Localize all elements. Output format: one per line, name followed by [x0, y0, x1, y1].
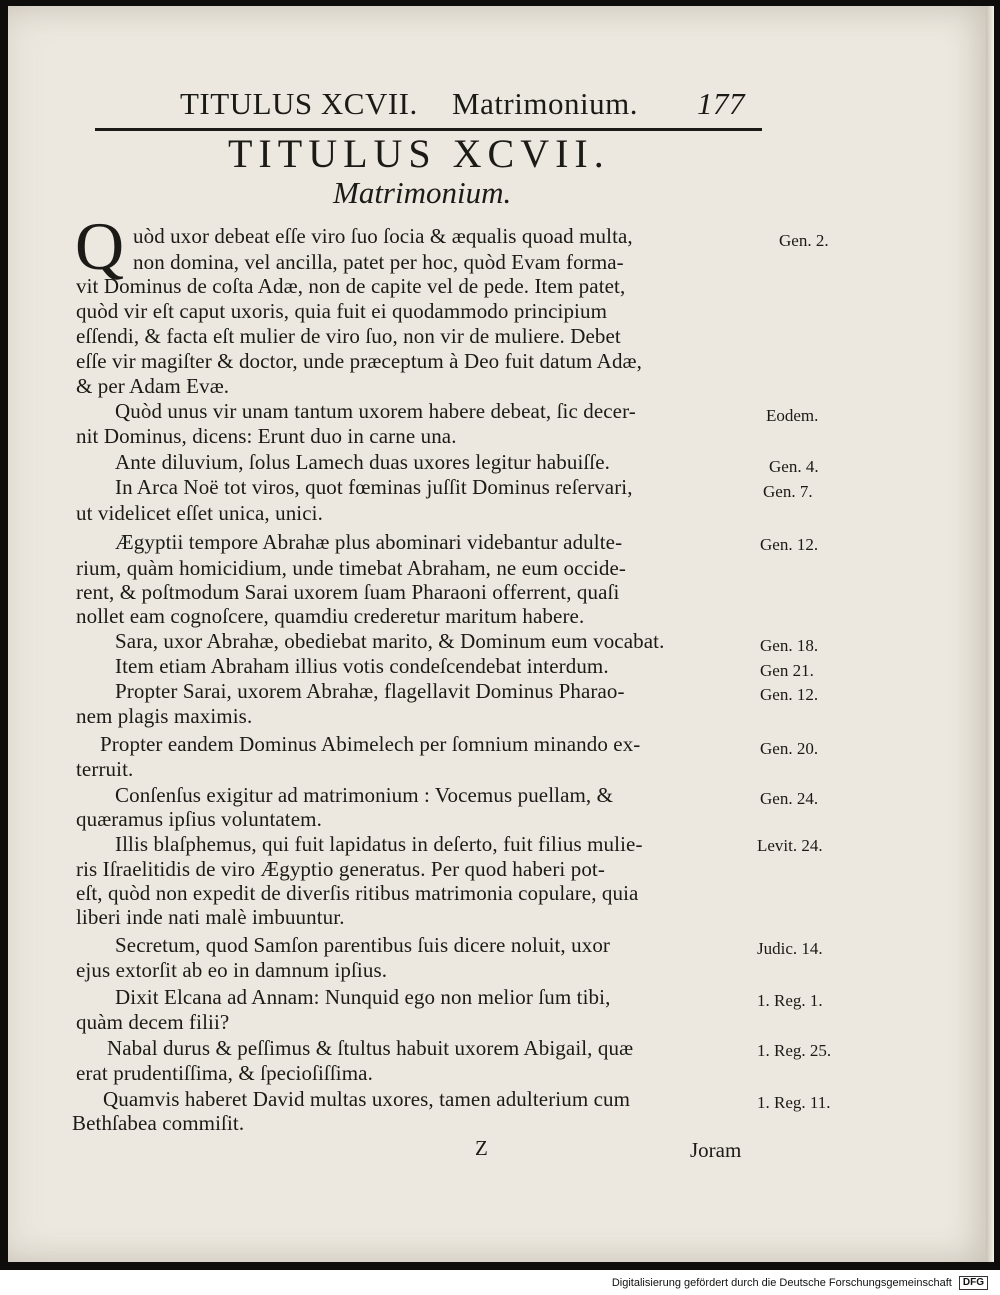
text-line: Nabal durus & peſſimus & ſtultus habuit uxorem Abigail, quæ — [107, 1036, 634, 1060]
margin-ref: Levit. 24. — [757, 836, 823, 855]
text-line: uòd uxor debeat eſſe viro ſuo ſocia & æqualis quoad multa, — [133, 224, 633, 248]
text-line: Quòd unus vir unam tantum uxorem habere debeat, ſic decer- — [115, 399, 636, 423]
text-line: Ante diluvium, ſolus Lamech duas uxores legitur habuiſſe. — [115, 450, 611, 474]
text-line: eſt, quòd non expedit de diverſis ritibus matrimonia copulare, quia — [76, 881, 639, 905]
text-line: non domina, vel ancilla, patet per hoc, quòd Evam forma- — [133, 250, 624, 274]
text-line: Illis blaſphemus, qui fuit lapidatus in deſerto, fuit filius mulie- — [115, 832, 643, 856]
text-line: eſſendi, & facta eſt mulier de viro ſuo, non vir de muliere. Debet — [76, 324, 621, 348]
text-line: Sara, uxor Abrahæ, obediebat marito, & Dominum eum vocabat. — [115, 629, 665, 653]
text-line: nit Dominus, dicens: Erunt duo in carne una. — [76, 424, 457, 448]
text-line: terruit. — [76, 757, 134, 781]
credit-text: Digitalisierung gefördert durch die Deutsche Forschungsgemeinschaft — [611, 1276, 952, 1289]
drop-cap: Q — [75, 208, 125, 284]
signature-mark: Z — [475, 1136, 488, 1160]
text-line: rent, & poſtmodum Sarai uxorem ſuam Pharaoni offerrent, quaſi — [76, 580, 620, 604]
text-line: quàm decem filii? — [76, 1010, 230, 1034]
margin-ref: Gen. 7. — [763, 482, 813, 501]
text-line: In Arca Noë tot viros, quot fœminas juſſit Dominus reſervari, — [115, 475, 633, 499]
text-line: ejus extorſit ab eo in damnum ipſius. — [76, 958, 388, 982]
digitization-credit — [612, 1276, 988, 1290]
margin-ref: Eodem. — [766, 406, 819, 425]
margin-ref: Gen. 12. — [760, 685, 819, 704]
margin-ref: 1. Reg. 1. — [757, 991, 823, 1010]
margin-ref: 1. Reg. 11. — [757, 1093, 831, 1112]
margin-ref: 1. Reg. 25. — [757, 1041, 832, 1060]
margin-ref: Gen. 2. — [779, 231, 829, 250]
text-line: Secretum, quod Samſon parentibus ſuis dicere noluit, uxor — [115, 933, 611, 957]
running-head-title: TITULUS XCVII. — [180, 86, 418, 121]
text-line: Conſenſus exigitur ad matrimonium : Vocemus puellam, & — [115, 783, 614, 807]
margin-ref: Gen 21. — [760, 661, 814, 680]
text-line: erat prudentiſſima, & ſpecioſiſſima. — [76, 1061, 373, 1085]
text-line: Dixit Elcana ad Annam: Nunquid ego non melior ſum tibi, — [115, 985, 611, 1009]
text-line: nem plagis maximis. — [76, 704, 253, 728]
margin-ref: Gen. 12. — [760, 535, 819, 554]
margin-ref: Gen. 18. — [760, 636, 819, 655]
text-line: quòd vir eſt caput uxoris, quia fuit ei quodammodo principium — [76, 299, 608, 323]
text-line: vit Dominus de coſta Adæ, non de capite vel de pede. Item patet, — [76, 274, 626, 298]
page-number: 177 — [697, 86, 745, 121]
catchword: Joram — [690, 1138, 742, 1162]
text-line: Bethſabea commiſit. — [72, 1111, 245, 1135]
text-line: Propter eandem Dominus Abimelech per ſomnium minando ex- — [100, 732, 641, 756]
chapter-subtitle: Matrimonium. — [333, 175, 512, 210]
text-line: Item etiam Abraham illius votis condeſcendebat interdum. — [115, 654, 609, 678]
dfg-logo: DFG — [959, 1276, 988, 1290]
page-edge — [986, 6, 994, 1262]
text-line: ut videlicet eſſet unica, unici. — [76, 501, 323, 525]
running-head-subject: Matrimonium. — [452, 86, 638, 121]
text-line: Quamvis haberet David multas uxores, tamen adulterium cum — [103, 1087, 631, 1111]
text-line: ris Iſraelitidis de viro Ægyptio generatus. Per quod haberi pot- — [76, 857, 605, 881]
text-line: Propter Sarai, uxorem Abrahæ, flagellavit Dominus Pharao- — [115, 679, 625, 703]
text-line: quæramus ipſius voluntatem. — [76, 807, 322, 831]
text-line: liberi inde nati malè imbuuntur. — [76, 905, 345, 929]
chapter-title: TITULUS XCVII. — [228, 131, 610, 176]
running-head — [180, 86, 745, 126]
margin-ref: Gen. 20. — [760, 739, 819, 758]
margin-ref: Gen. 24. — [760, 789, 819, 808]
text-line: Ægyptii tempore Abrahæ plus abominari videbantur adulte- — [115, 530, 623, 554]
text-line: eſſe vir magiſter & doctor, unde præceptum à Deo fuit datum Adæ, — [76, 349, 643, 373]
margin-ref: Gen. 4. — [769, 457, 819, 476]
text-line: rium, quàm homicidium, unde timebat Abraham, ne eum occide- — [76, 556, 627, 580]
text-line: & per Adam Evæ. — [76, 374, 230, 398]
text-line: nollet eam cognoſcere, quamdiu crederetur maritum habere. — [76, 604, 585, 628]
margin-ref: Judic. 14. — [757, 939, 823, 958]
